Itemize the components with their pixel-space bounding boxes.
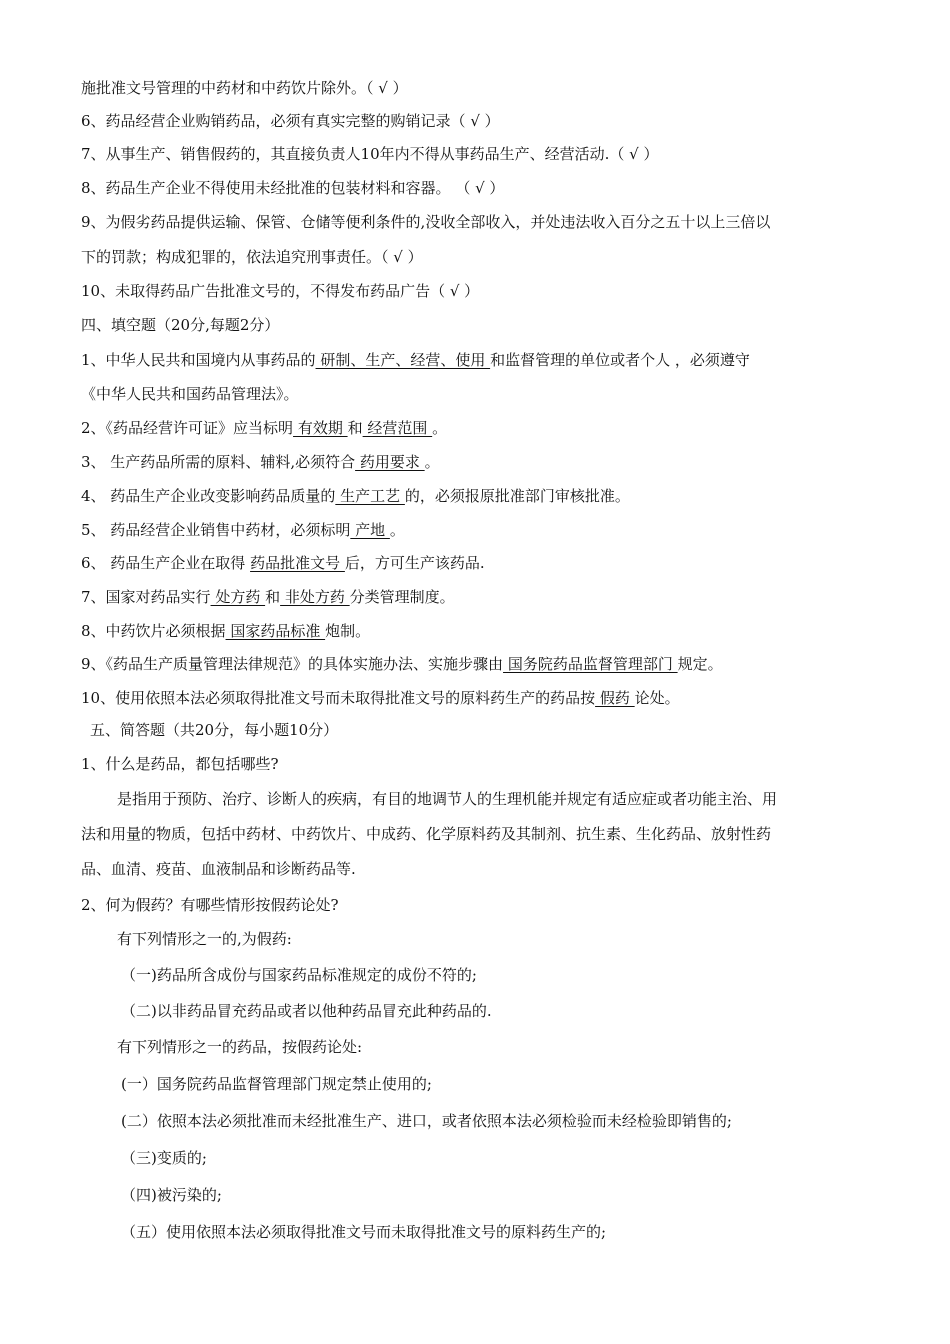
answer-blank: 国家药品标准 bbox=[225, 622, 326, 640]
short-answer-2-case1: (一）国务院药品监督管理部门规定禁止使用的; bbox=[121, 1075, 432, 1093]
fill-question-1-line2: 《中华人民共和国药品管理法》。 bbox=[81, 385, 299, 403]
question-text: 5、 药品经营企业销售中药材，必须标明 bbox=[81, 521, 351, 539]
short-answer-2-item2: （二)以非药品冒充药品或者以他种药品冒充此种药品的. bbox=[121, 1002, 492, 1020]
short-answer-2-case5: （五）使用依照本法必须取得批准文号而未取得批准文号的原料药生产的; bbox=[121, 1223, 607, 1241]
answer-blank: 药用要求 bbox=[355, 453, 425, 471]
short-question-1: 1、什么是药品，都包括哪些? bbox=[81, 755, 279, 773]
question-text: 和 bbox=[265, 588, 281, 606]
answer-blank: 药品批准文号 bbox=[250, 554, 345, 572]
question-text: 8、中药饮片必须根据 bbox=[81, 622, 226, 640]
short-answer-2-intro2: 有下列情形之一的药品，按假药论处: bbox=[117, 1038, 363, 1056]
question-text: 炮制。 bbox=[325, 622, 371, 640]
answer-blank: 非处方药 bbox=[280, 588, 350, 606]
question-text: 和监督管理的单位或者个人 ，必须遵守 bbox=[490, 351, 750, 369]
judgement-item-7: 7、从事生产、销售假药的，其直接负责人10年内不得从事药品生产、经营活动.（ √ ） bbox=[81, 145, 659, 163]
fill-question-10 bbox=[81, 688, 680, 708]
question-text: 规定。 bbox=[677, 655, 723, 673]
short-question-2: 2、何为假药？有哪些情形按假药论处? bbox=[81, 896, 339, 914]
fill-question-4 bbox=[81, 486, 630, 506]
question-text: 。 bbox=[432, 419, 448, 437]
fill-section-heading: 四、填空题（20分,每题2分） bbox=[81, 316, 280, 334]
question-text: 和 bbox=[347, 419, 363, 437]
question-text: 分类管理制度。 bbox=[349, 588, 455, 606]
judgement-item-9-line1: 9、为假劣药品提供运输、保管、仓储等便利条件的,没收全部收入，并处违法收入百分之五十以上三倍以 bbox=[81, 213, 771, 231]
answer-blank: 研制、生产、经营、使用 bbox=[315, 351, 491, 369]
answer-blank: 经营范围 bbox=[362, 419, 433, 437]
answer-blank: 国务院药品监督管理部门 bbox=[503, 655, 678, 673]
answer-blank: 有效期 bbox=[293, 419, 348, 437]
question-text: 4、 药品生产企业改变影响药品质量的 bbox=[81, 487, 336, 505]
fill-question-8 bbox=[81, 621, 370, 641]
short-answer-2-case2: (二）依照本法必须批准而未经批准生产、进口，或者依照本法必须检验而未经检验即销售的; bbox=[121, 1112, 732, 1130]
question-text: 后，方可生产该药品. bbox=[344, 554, 485, 572]
question-text: 。 bbox=[424, 453, 440, 471]
fill-question-7 bbox=[81, 587, 455, 607]
question-text: 7、国家对药品实行 bbox=[81, 588, 211, 606]
question-text: 3、 生产药品所需的原料、辅料,必须符合 bbox=[81, 453, 356, 471]
judgement-item-8: 8、药品生产企业不得使用未经批准的包装材料和容器。 （ √ ） bbox=[81, 179, 505, 197]
question-text: 的，必须报原批准部门审核批准。 bbox=[404, 487, 630, 505]
fill-question-2 bbox=[81, 418, 447, 438]
judgement-item-10: 10、未取得药品广告批准文号的，不得发布药品广告（ √ ） bbox=[81, 282, 480, 300]
short-answer-1-line3: 品、血清、疫苗、血液制品和诊断药品等. bbox=[81, 860, 356, 878]
short-answer-2-case4: （四)被污染的; bbox=[121, 1186, 222, 1204]
short-answer-1-line2: 法和用量的物质，包括中药材、中药饮片、中成药、化学原料药及其制剂、抗生素、生化药品、放射性药 bbox=[81, 825, 772, 843]
question-text: 9、《药品生产质量管理法律规范》的具体实施办法、实施步骤由 bbox=[81, 655, 504, 673]
judgement-item-6: 6、药品经营企业购销药品，必须有真实完整的购销记录（ √ ） bbox=[81, 112, 500, 130]
answer-blank: 产地 bbox=[350, 521, 390, 539]
question-text: 。 bbox=[389, 521, 405, 539]
judgement-item-5-tail: 施批准文号管理的中药材和中药饮片除外。（ √ ） bbox=[81, 79, 408, 97]
question-text: 1、中华人民共和国境内从事药品的 bbox=[81, 351, 316, 369]
judgement-item-9-line2: 下的罚款；构成犯罪的，依法追究刑事责任。（ √ ） bbox=[81, 248, 423, 266]
question-text: 2、《药品经营许可证》应当标明 bbox=[81, 419, 294, 437]
fill-question-5 bbox=[81, 520, 405, 540]
question-text: 10、使用依照本法必须取得批准文号而未取得批准文号的原料药生产的药品按 bbox=[81, 689, 596, 707]
answer-blank: 处方药 bbox=[210, 588, 266, 606]
short-answer-1-line1: 是指用于预防、治疗、诊断人的疾病，有目的地调节人的生理机能并规定有适应症或者功能主治、用 bbox=[117, 790, 778, 808]
fill-question-6 bbox=[81, 553, 485, 573]
fill-question-3 bbox=[81, 452, 440, 472]
short-section-heading: 五、简答题（共20分，每小题10分） bbox=[90, 721, 339, 739]
question-text: 6、 药品生产企业在取得 bbox=[81, 554, 251, 572]
answer-blank: 假药 bbox=[595, 689, 635, 707]
fill-question-1-line1 bbox=[81, 350, 750, 370]
short-answer-2-case3: （三)变质的; bbox=[121, 1149, 207, 1167]
question-text: 论处。 bbox=[634, 689, 680, 707]
answer-blank: 生产工艺 bbox=[335, 487, 405, 505]
short-answer-2-item1: （一)药品所含成份与国家药品标准规定的成份不符的; bbox=[121, 966, 477, 984]
fill-question-9 bbox=[81, 654, 723, 674]
short-answer-2-intro1: 有下列情形之一的,为假药: bbox=[117, 930, 292, 948]
